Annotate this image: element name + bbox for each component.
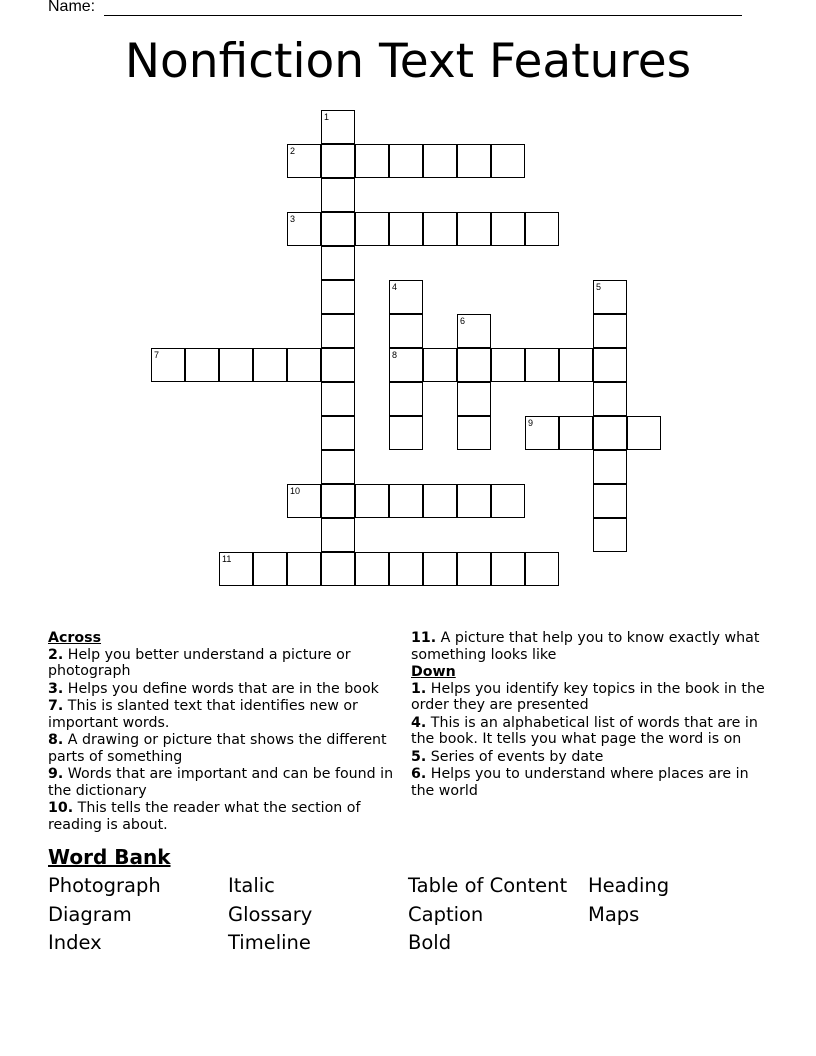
crossword-cell[interactable] [559,348,593,382]
cell-number: 5 [596,282,602,292]
crossword-cell[interactable] [321,484,355,518]
clue-text: Series of events by date [430,748,604,765]
clue-text: This is slanted text that identifies new or important words. [48,698,358,731]
crossword-cell[interactable] [321,314,355,348]
clue-number: 9. [48,766,64,782]
crossword-cell[interactable] [185,348,219,382]
crossword-cell[interactable] [457,314,491,348]
crossword-cell[interactable] [593,518,627,552]
crossword-cell[interactable] [525,348,559,382]
crossword-cell[interactable] [491,144,525,178]
clue-across-8 [48,732,398,765]
down-heading: Down [411,664,456,680]
cell-number: 9 [528,418,534,428]
word-bank-item: Heading [588,874,670,897]
crossword-cell[interactable] [355,484,389,518]
crossword-cell[interactable] [389,416,423,450]
name-label: Name: [48,0,96,15]
clue-across-3 [48,681,398,698]
cell-number: 11 [222,554,232,564]
clue-across-9 [48,766,398,799]
clue-number: 4. [411,714,427,731]
crossword-cell[interactable] [389,382,423,416]
crossword-cell[interactable] [253,348,287,382]
crossword-cell[interactable] [355,212,389,246]
clue-number: 11. [411,630,437,646]
crossword-cell[interactable] [627,416,661,450]
crossword-cell[interactable] [321,246,355,280]
crossword-cell[interactable] [321,110,355,144]
crossword-cell[interactable] [321,416,355,450]
cell-number: 7 [154,350,160,360]
crossword-cell[interactable] [525,416,559,450]
crossword-cell[interactable] [593,450,627,484]
crossword-cell[interactable] [321,178,355,212]
crossword-cell[interactable] [321,552,355,586]
page-title: Nonfiction Text Features [124,34,692,89]
crossword-cell[interactable] [219,552,253,586]
crossword-cell[interactable] [593,280,627,314]
crossword-cell[interactable] [525,212,559,246]
clue-text: A picture that help you to know exactly what something looks like [411,630,760,663]
clue-text: Help you better understand a picture or photograph [48,646,351,679]
clues-left-column [48,630,398,834]
crossword-cell[interactable] [593,416,627,450]
crossword-cell[interactable] [423,348,457,382]
clue-text: A drawing or picture that shows the different parts of something [48,732,387,765]
crossword-cell[interactable] [321,348,355,382]
crossword-cell[interactable] [457,484,491,518]
word-bank-item: Italic [228,874,275,897]
crossword-cell[interactable] [253,552,287,586]
word-bank-item: Glossary [228,902,313,926]
crossword-cell[interactable] [389,552,423,586]
clue-text: Helps you to understand where places are in the world [411,766,749,799]
crossword-cell[interactable] [457,416,491,450]
crossword-cell[interactable] [593,348,627,382]
crossword-cell[interactable] [321,280,355,314]
clue-across-2 [48,647,398,680]
word-bank-item: Index [48,931,102,954]
word-bank [48,872,768,958]
clue-number: 2. [48,646,64,663]
clue-number: 6. [411,766,427,782]
crossword-cell[interactable] [321,382,355,416]
word-bank-item: Timeline [228,931,311,954]
cell-number: 3 [290,214,296,224]
crossword-cell[interactable] [287,212,321,246]
crossword-cell[interactable] [423,144,457,178]
word-bank-item: Diagram [48,902,132,926]
word-bank-item: Table of Content [408,874,568,897]
crossword-cell[interactable] [389,348,423,382]
crossword-cell[interactable] [559,416,593,450]
crossword-cell[interactable] [593,382,627,416]
clue-number: 8. [48,732,64,748]
crossword-cell[interactable] [491,484,525,518]
cell-number: 2 [290,146,296,156]
clue-down-4 [411,715,767,748]
crossword-cell[interactable] [321,518,355,552]
crossword-cell[interactable] [593,484,627,518]
crossword-cell[interactable] [389,212,423,246]
word-bank-item: Caption [408,902,484,926]
cell-number: 4 [392,282,398,292]
crossword-cell[interactable] [219,348,253,382]
crossword-cell[interactable] [457,212,491,246]
crossword-cell[interactable] [321,450,355,484]
clue-number: 10. [48,800,74,816]
clue-across-7 [48,698,398,731]
crossword-cell[interactable] [525,552,559,586]
clue-down-5 [411,749,767,766]
cell-number: 10 [290,486,301,496]
clue-number: 1. [411,680,427,697]
clue-text: This tells the reader what the section of reading is about. [48,800,361,833]
crossword-cell[interactable] [423,484,457,518]
crossword-cell[interactable] [491,212,525,246]
word-bank-item: Bold [408,931,452,954]
clue-across-10 [48,800,398,833]
clue-number: 3. [48,680,64,697]
crossword-cell[interactable] [355,144,389,178]
crossword-cell[interactable] [389,484,423,518]
clue-text: Helps you define words that are in the book [67,680,379,697]
crossword-cell[interactable] [389,280,423,314]
clue-across-11 [411,630,767,663]
crossword-cell[interactable] [457,552,491,586]
word-bank-item: Maps [588,902,640,926]
crossword-cell[interactable] [457,144,491,178]
clues-right-column [411,630,767,800]
crossword-cell[interactable] [457,382,491,416]
clue-number: 7. [48,698,64,714]
cell-number: 1 [324,112,330,122]
crossword-cell[interactable] [389,144,423,178]
clue-text: Words that are important and can be found in the dictionary [48,766,394,799]
crossword-cell[interactable] [423,552,457,586]
cell-number: 8 [392,350,398,360]
clue-down-1 [411,681,767,714]
crossword-cell[interactable] [355,552,389,586]
crossword-cell[interactable] [287,484,321,518]
clue-text: This is an alphabetical list of words that are in the book. It tells you what page the word is on [411,714,758,747]
crossword-cell[interactable] [593,314,627,348]
clue-text: Helps you identify key topics in the book in the order they are presented [411,680,765,713]
crossword-cell[interactable] [491,552,525,586]
crossword-cell[interactable] [491,348,525,382]
crossword-cell[interactable] [321,212,355,246]
crossword-cell[interactable] [457,348,491,382]
crossword-cell[interactable] [151,348,185,382]
clue-down-6 [411,766,767,799]
word-bank-title: Word Bank [48,845,171,869]
crossword-cell[interactable] [423,212,457,246]
clue-number: 5. [411,748,427,765]
crossword-cell[interactable] [287,144,321,178]
cell-number: 6 [460,316,466,326]
crossword-cell[interactable] [321,144,355,178]
crossword-cell[interactable] [287,348,321,382]
across-heading: Across [48,630,102,646]
word-bank-item: Photograph [48,874,161,897]
crossword-cell[interactable] [389,314,423,348]
crossword-cell[interactable] [287,552,321,586]
